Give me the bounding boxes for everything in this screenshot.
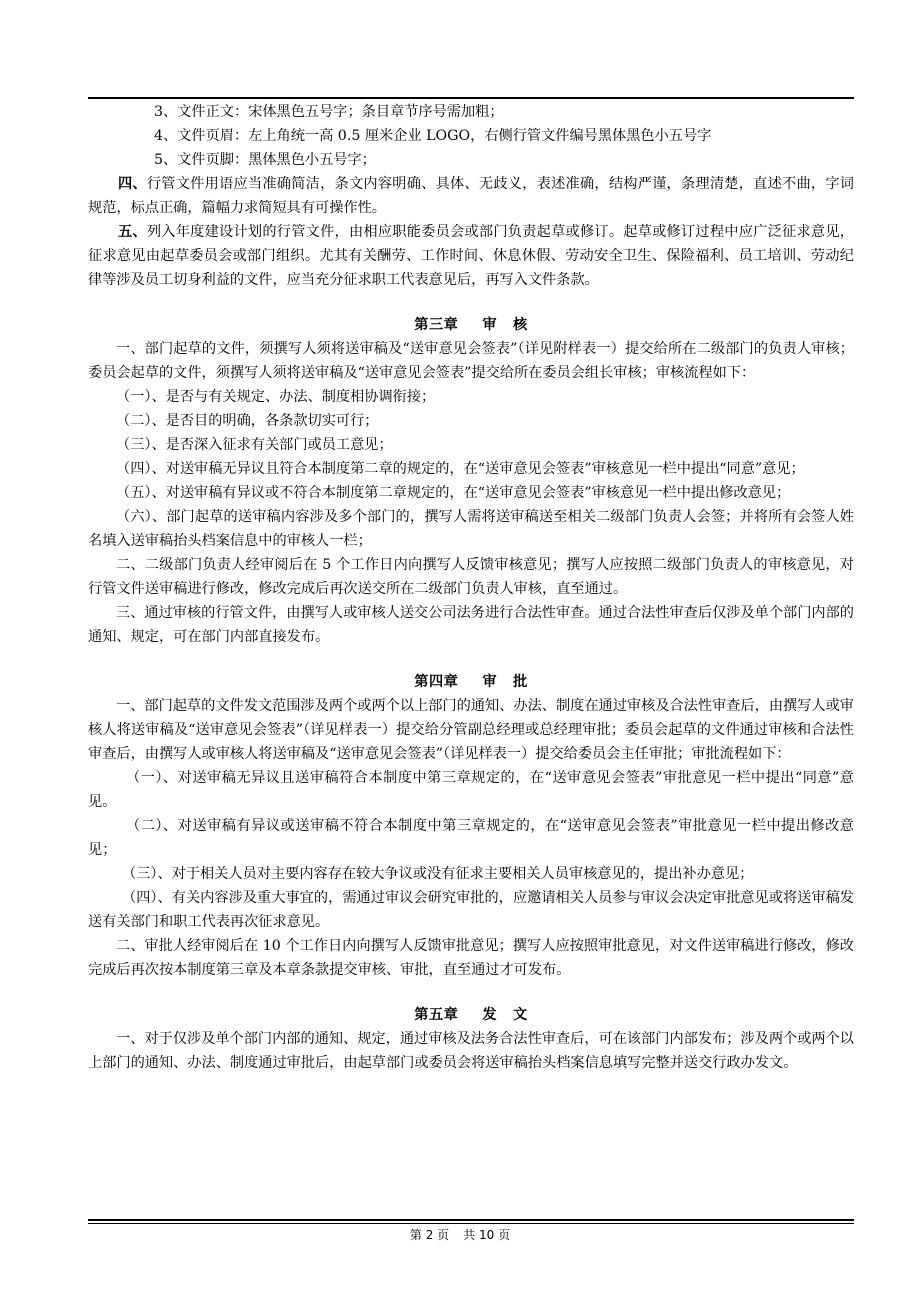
ch4-item-3: （三）、对于相关人员对主要内容存在较大争议或没有征求主要相关人员审核意见的，提出补办意见；	[122, 866, 754, 882]
ch3-item-4: （四）、对送审稿无异议且符合本制度第二章的规定的，在“送审意见会签表”审核意见一栏中提出“同意”意见；	[116, 461, 805, 477]
clause-five-text: 列入年度建设计划的行管文件，由相应职能委员会或部门负责起草或修订。起草或修订过程中应广泛征求意见，征求意见由起草委员会或部门组织。尤其有关酬劳、工作时间、休息休假、劳动安全卫生、保险福利、员工培训、劳动纪律等涉及员工切身利益的文件，应当充分征求职工代表意见后，再写入文件条款。	[88, 224, 854, 288]
chapter-4-title: 第四章 审 批	[414, 674, 528, 690]
header-rule	[88, 97, 854, 99]
ch4-clause-1: 一、部门起草的文件发文范围涉及两个或两个以上部门的通知、办法、制度在通过审核及合法性审查后，由撰写人或审核人将送审稿及“送审意见会签表”（详见样表一）提交给分管副总经理或总经理审批；委员会起草的文件通过审核和合法性审查后，由撰写人或审核人将送审稿及“送审意见会签表”（详见样表一）提交给委员会主任审批；审批流程如下：	[88, 698, 854, 762]
ch3-item-1: （一）、是否与有关规定、办法、制度相协调衔接；	[116, 389, 436, 405]
format-item-3: 3、文件正文：宋体黑色五号字；条目章节序号需加粗；	[154, 104, 504, 120]
format-item-5: 5、文件页脚：黑体黑色小五号字；	[154, 152, 376, 168]
ch3-item-6: （六）、部门起草的送审稿内容涉及多个部门的，撰写人需将送审稿送至相关二级部门负责人会签；并将所有会签人姓名填入送审稿抬头档案信息中的审核人一栏；	[88, 509, 854, 549]
ch3-clause-3: 三、通过审核的行管文件，由撰写人或审核人送交公司法务进行合法性审查。通过合法性审查后仅涉及单个部门内部的通知、规定，可在部门内部直接发布。	[88, 605, 854, 645]
ch3-item-2: （二）、是否目的明确，各条款切实可行；	[116, 413, 379, 429]
ch5-clause-1: 一、对于仅涉及单个部门内部的通知、规定，通过审核及法务合法性审查后，可在该部门内部发布；涉及两个或两个以上部门的通知、办法、制度通过审批后，由起草部门或委员会将送审稿抬头档案信息填写完整并送交行政办发文。	[88, 1031, 854, 1071]
format-item-4: 4、文件页眉：左上角统一高 0.5 厘米企业 LOGO，右侧行管文件编号黑体黑色小五号字	[154, 128, 712, 144]
ch3-clause-1: 一、部门起草的文件，须撰写人须将送审稿及“送审意见会签表”（详见附样表一）提交给所在二级部门的负责人审核；委员会起草的文件，须撰写人须将送审稿及“送审意见会签表”提交给所在委员会组长审核；审核流程如下：	[88, 341, 854, 381]
chapter-3-title: 第三章 审 核	[414, 317, 528, 333]
ch3-item-3: （三）、是否深入征求有关部门或员工意见；	[116, 437, 393, 453]
footer-rule-thick	[88, 1219, 854, 1221]
page-number: 第 2 页	[409, 1228, 450, 1242]
clause-four-number: 四、	[118, 176, 147, 192]
ch4-item-4: （四）、有关内容涉及重大事宜的，需通过审议会研究审批的，应邀请相关人员参与审议会决定审批意见或将送审稿发送有关部门和职工代表再次征求意见。	[88, 890, 854, 930]
ch4-item-1: （一）、对送审稿无异议且送审稿符合本制度中第三章规定的，在“送审意见会签表”审批意见一栏中提出“同意”意见。	[88, 770, 854, 810]
chapter-5-title: 第五章 发 文	[414, 1007, 528, 1023]
ch4-clause-2: 二、审批人经审阅后在 10 个工作日内向撰写人反馈审批意见；撰写人应按照审批意见，对文件送审稿进行修改，修改完成后再次按本制度第三章及本章条款提交审核、审批，直至通过才可发布。	[88, 938, 854, 978]
document-body	[88, 100, 854, 1075]
clause-four	[88, 172, 854, 220]
ch4-item-2: （二）、对送审稿有异议或送审稿不符合本制度中第三章规定的，在“送审意见会签表”审批意见一栏中提出修改意见；	[88, 818, 854, 858]
page-total: 共 10 页	[463, 1228, 511, 1242]
ch3-item-5: （五）、对送审稿有异议或不符合本制度第二章规定的，在“送审意见会签表”审核意见一栏中提出修改意见；	[116, 485, 791, 501]
ch3-clause-2: 二、二级部门负责人经审阅后在 5 个工作日内向撰写人反馈审核意见；撰写人应按照二级部门负责人的审核意见，对行管文件送审稿进行修改，修改完成后再次送交所在二级部门负责人审核，直至通过。	[88, 557, 854, 597]
footer-rule-thin	[88, 1223, 854, 1224]
clause-five-number: 五、	[118, 224, 147, 240]
clause-five	[88, 220, 854, 292]
page-footer	[0, 1226, 920, 1244]
clause-four-text: 行管文件用语应当准确简洁，条文内容明确、具体、无歧义，表述准确，结构严谨，条理清楚，直述不曲，字词规范，标点正确，篇幅力求简短具有可操作性。	[88, 176, 854, 216]
